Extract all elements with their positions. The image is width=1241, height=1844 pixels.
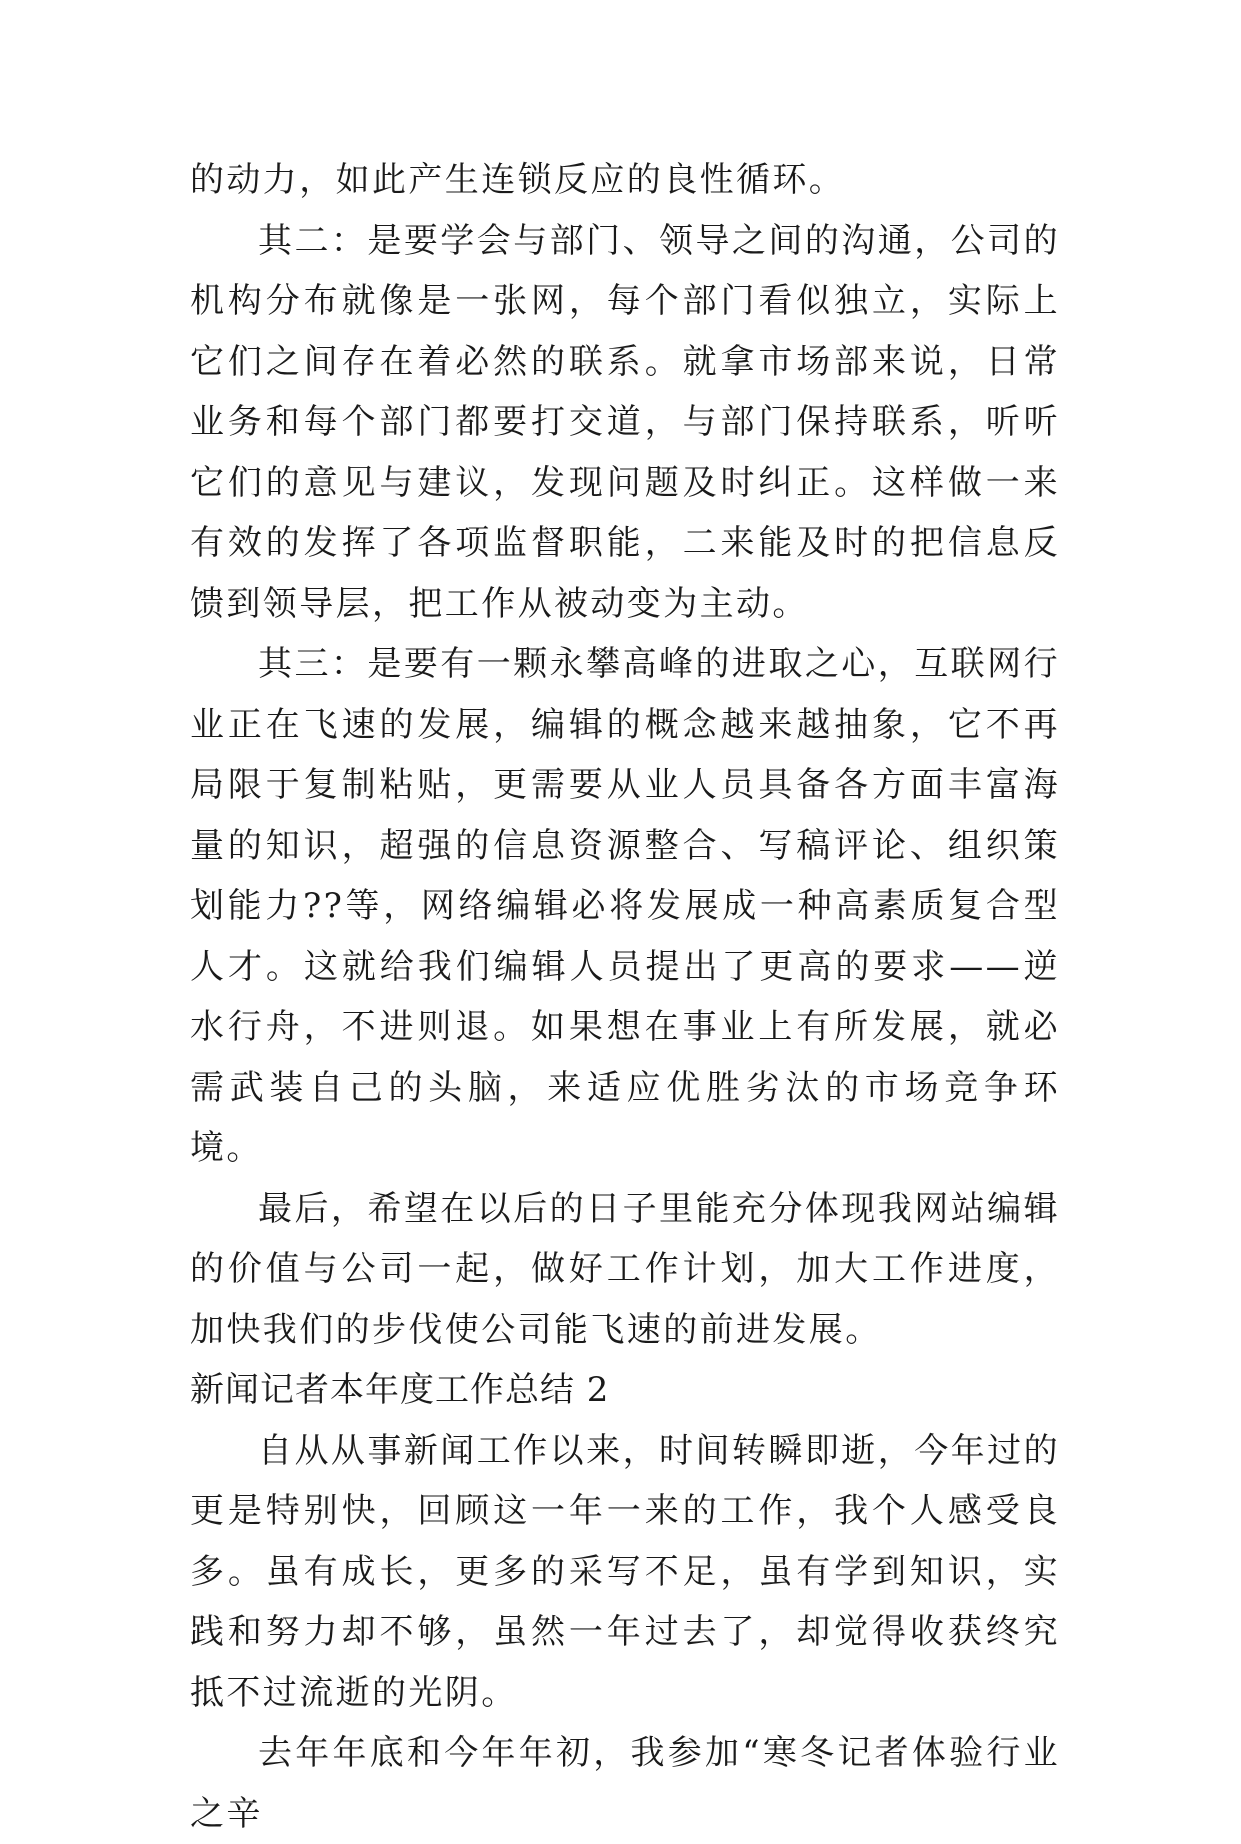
section-heading: 新闻记者本年度工作总结 2	[190, 1370, 610, 1410]
document-body	[190, 150, 1060, 1844]
paragraph-continuation: 的动力，如此产生连锁反应的良性循环。	[190, 160, 846, 200]
paragraph-third-point: 其三：是要有一颗永攀高峰的进取之心，互联网行业正在飞速的发展，编辑的概念越来越抽象，它不再局限于复制粘贴，更需要从业人员具备各方面丰富海量的知识，超强的信息资源整合、写稿评论、组织策划能力??等，网络编辑必将发展成一种高素质复合型人才。这就给我们编辑人员提出了更高的要求——逆水行舟，不进则退。如果想在事业上有所发展，就必需武装自己的头脑，来适应优胜劣汰的市场竞争环境。	[190, 644, 1060, 1168]
paragraph-conclusion: 最后，希望在以后的日子里能充分体现我网站编辑的价值与公司一起，做好工作计划，加大工作进度，加快我们的步伐使公司能飞速的前进发展。	[190, 1188, 1060, 1350]
paragraph-section2-continued: 去年年底和今年年初，我参加“寒冬记者体验行业之辛	[190, 1733, 1060, 1834]
paragraph-second-point: 其二：是要学会与部门、领导之间的沟通，公司的机构分布就像是一张网，每个部门看似独立，实际上它们之间存在着必然的联系。就拿市场部来说，日常业务和每个部门都要打交道，与部门保持联系，听听它们的意见与建议，发现问题及时纠正。这样做一来有效的发挥了各项监督职能，二来能及时的把信息反馈到领导层，把工作从被动变为主动。	[190, 220, 1060, 624]
paragraph-section2-intro: 自从从事新闻工作以来，时间转瞬即逝，今年过的更是特别快，回顾这一年一来的工作，我个人感受良多。虽有成长，更多的采写不足，虽有学到知识，实践和努力却不够，虽然一年过去了，却觉得收获终究抵不过流逝的光阴。	[190, 1430, 1060, 1713]
